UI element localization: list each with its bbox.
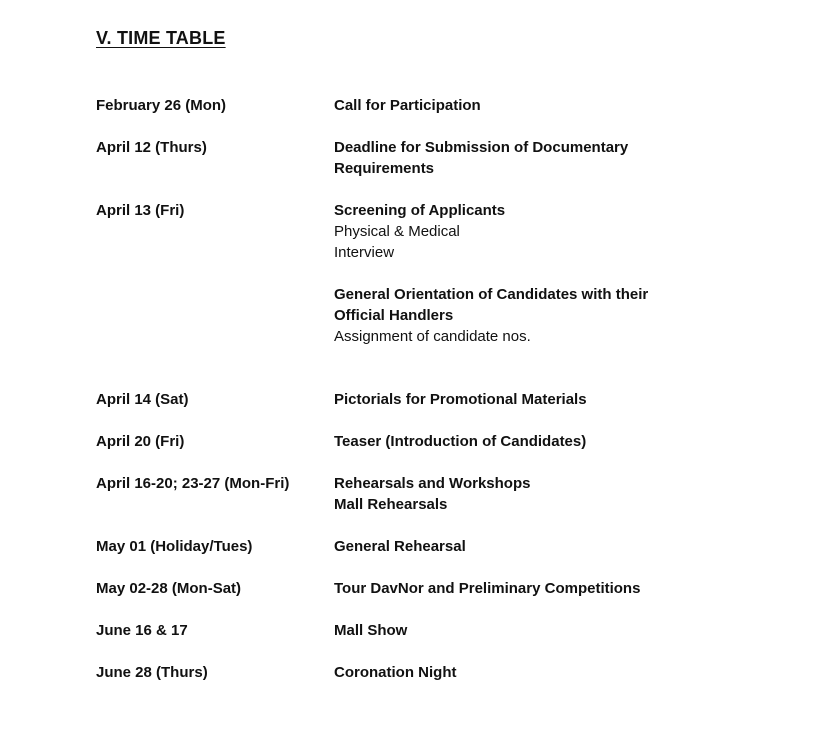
event-line: General Orientation of Candidates with their: [334, 286, 649, 303]
event-line: General Rehearsal: [334, 538, 466, 555]
schedule-date: May 01 (Holiday/Tues): [96, 538, 253, 555]
schedule-date: June 16 & 17: [96, 622, 188, 639]
schedule-event: [334, 200, 694, 347]
schedule-event: [334, 431, 694, 452]
schedule-event: [334, 620, 694, 641]
event-subline: Assignment of candidate nos.: [334, 328, 531, 345]
spacer: [334, 263, 694, 284]
schedule-date: April 12 (Thurs): [96, 139, 207, 156]
event-line: Rehearsals and Workshops: [334, 475, 531, 492]
event-line: Official Handlers: [334, 307, 454, 324]
event-line: Coronation Night: [334, 664, 457, 681]
event-line: Call for Participation: [334, 97, 481, 114]
event-line: Screening of Applicants: [334, 202, 506, 219]
schedule-event: [334, 536, 694, 557]
section-title: V. TIME TABLE: [96, 28, 226, 48]
schedule-event: [334, 95, 694, 116]
schedule-date: February 26 (Mon): [96, 97, 227, 114]
schedule-event: [334, 662, 694, 683]
schedule-event: [334, 578, 694, 599]
event-line: Tour DavNor and Preliminary Competitions: [334, 580, 641, 597]
event-line: Pictorials for Promotional Materials: [334, 391, 587, 408]
schedule-date: April 16-20; 23-27 (Mon-Fri): [96, 475, 290, 492]
schedule-date: April 13 (Fri): [96, 202, 185, 219]
event-line: Mall Rehearsals: [334, 496, 448, 513]
schedule-date: April 14 (Sat): [96, 391, 189, 408]
event-line: Requirements: [334, 160, 435, 177]
schedule-event: [334, 389, 694, 410]
event-line: Deadline for Submission of Documentary: [334, 139, 629, 156]
event-subline: Interview: [334, 244, 395, 261]
schedule-event: [334, 137, 694, 179]
event-subline: Physical & Medical: [334, 223, 460, 240]
event-line: Mall Show: [334, 622, 408, 639]
schedule-date: June 28 (Thurs): [96, 664, 208, 681]
event-line: Teaser (Introduction of Candidates): [334, 433, 587, 450]
schedule-event: [334, 473, 694, 515]
schedule-date: April 20 (Fri): [96, 433, 185, 450]
schedule-date: May 02-28 (Mon-Sat): [96, 580, 242, 597]
